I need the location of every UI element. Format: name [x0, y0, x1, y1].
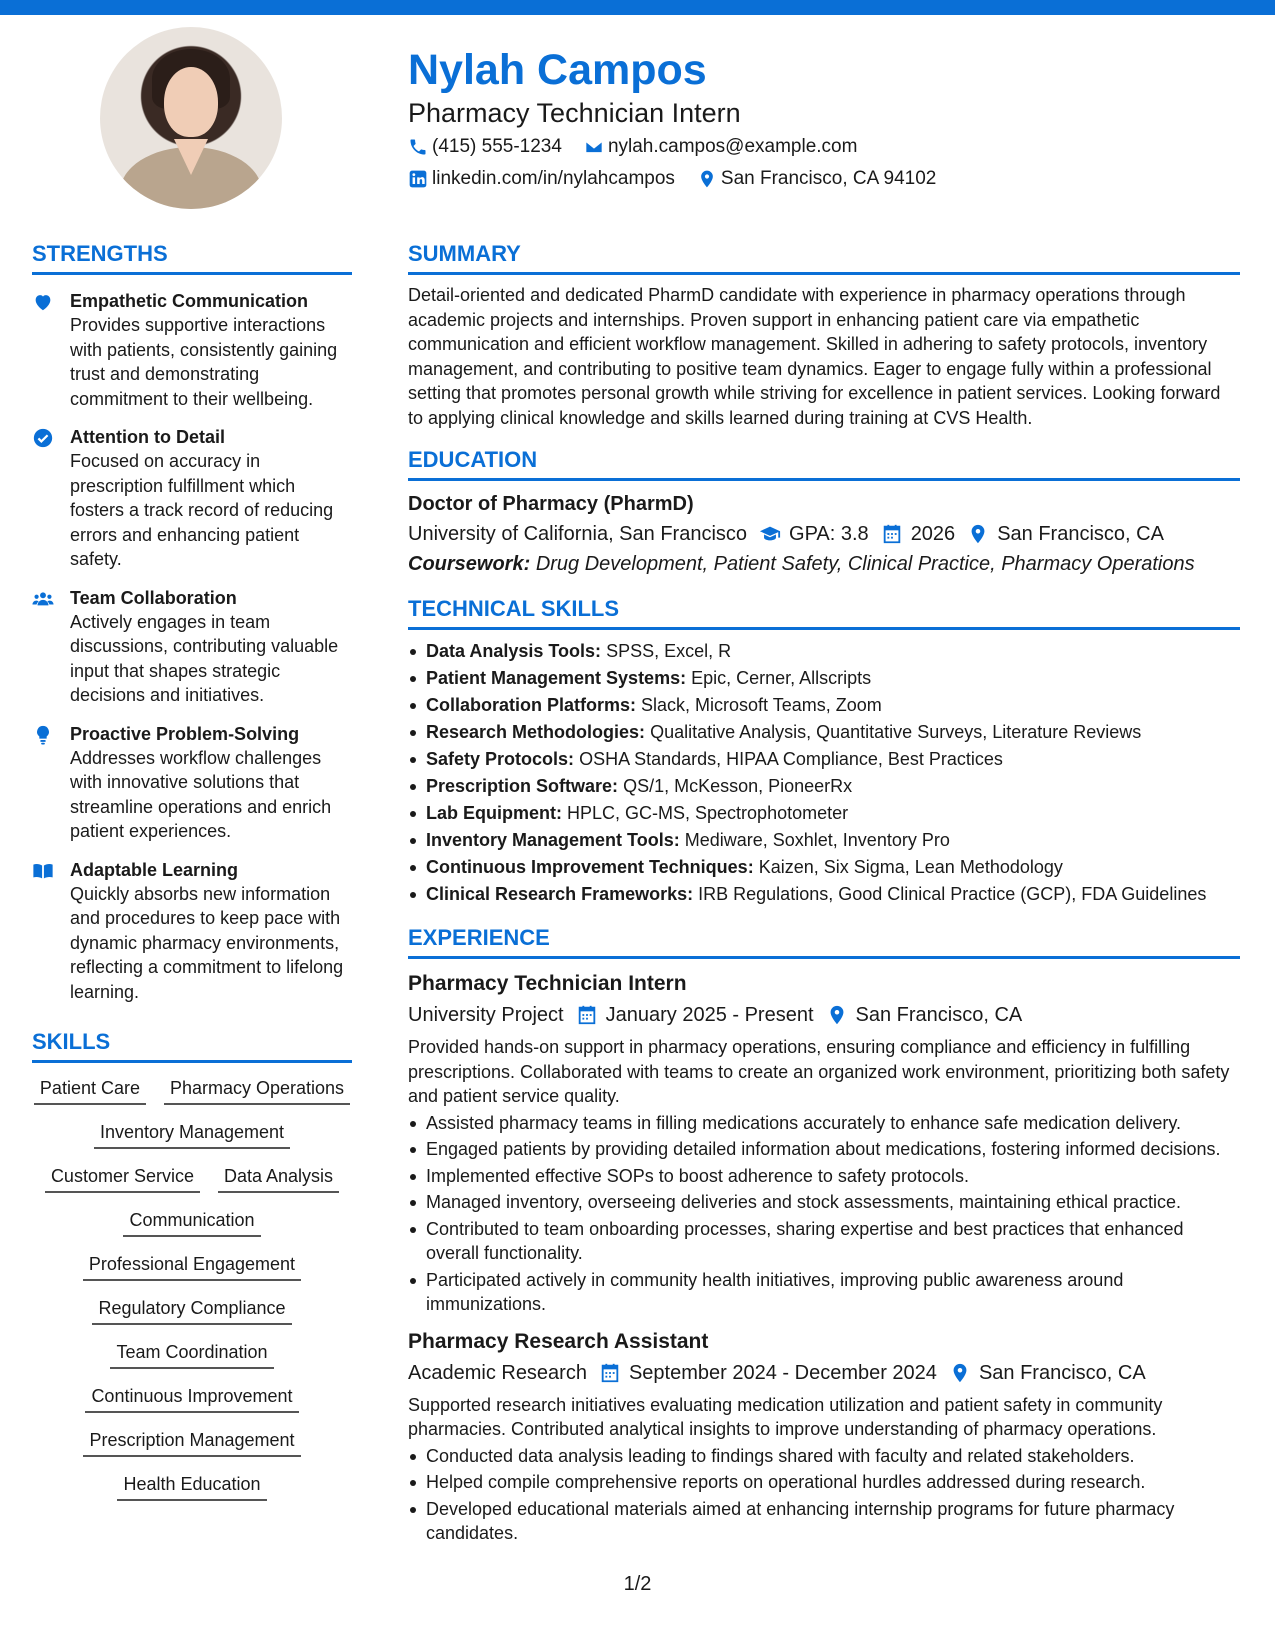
resume-header	[408, 42, 1248, 194]
gpa-text: GPA: 3.8	[789, 523, 869, 545]
check-circle-icon	[32, 427, 54, 449]
tech-label: Research Methodologies:	[426, 722, 646, 742]
skill-chip: Team Coordination	[110, 1339, 273, 1369]
heart-icon	[32, 291, 54, 313]
technical-skills-heading: TECHNICAL SKILLS	[408, 595, 1240, 630]
lightbulb-icon	[32, 724, 54, 746]
job-description: Supported research initiatives evaluating medication utilization and patient safety in community pharmacies. Contributed analytical insights to improve understanding of pharmacy operations.	[408, 1394, 1163, 1439]
calendar-icon	[576, 1004, 598, 1026]
list-item	[408, 746, 1240, 773]
job-title: Pharmacy Research Assistant	[408, 1329, 709, 1353]
skill-chip: Continuous Improvement	[85, 1383, 298, 1413]
tech-value: QS/1, McKesson, PioneerRx	[623, 776, 853, 796]
list-item: Engaged patients by providing detailed information about medications, fostering informed decisions.	[408, 1137, 1240, 1162]
location-contact	[697, 164, 936, 194]
tech-label: Clinical Research Frameworks:	[426, 884, 694, 904]
tech-value: HPLC, GC-MS, Spectrophotometer	[567, 803, 849, 823]
email-contact[interactable]	[584, 132, 858, 162]
summary-heading: SUMMARY	[408, 240, 1240, 275]
tech-label: Safety Protocols:	[426, 749, 575, 769]
list-item	[408, 881, 1240, 908]
job-org: Academic Research	[408, 1361, 587, 1384]
map-pin-icon	[826, 1004, 848, 1026]
contact-row-2	[408, 164, 1248, 194]
strength-desc: Focused on accuracy in prescription fulfillment which fosters a track record of reducing errors and enhancing patient safety.	[70, 451, 334, 569]
strength-desc: Quickly absorbs new information and procedures to keep pace with dynamic pharmacy environments, reflecting a commitment to lifelong learning.	[70, 883, 344, 1002]
tech-value: Epic, Cerner, Allscripts	[691, 668, 872, 688]
linkedin-icon	[408, 169, 428, 189]
strength-item	[32, 858, 352, 1005]
page-number: 1/2	[623, 1573, 652, 1595]
users-icon	[32, 588, 54, 610]
list-item	[408, 800, 1240, 827]
list-item	[408, 854, 1240, 881]
strength-name: Empathetic Communication	[70, 291, 309, 311]
job-title: Pharmacy Technician Intern	[408, 972, 687, 995]
phone-text: (415) 555-1234	[432, 136, 562, 157]
strength-item	[32, 722, 352, 844]
skill-chip: Communication	[123, 1207, 260, 1237]
strength-name: Adaptable Learning	[70, 859, 239, 880]
graduation-year: 2026	[910, 523, 956, 545]
tech-value: Qualitative Analysis, Quantitative Surveys, Literature Reviews	[650, 722, 1142, 742]
strengths-heading: STRENGTHS	[32, 240, 352, 275]
skill-chip: Patient Care	[34, 1075, 146, 1105]
strength-item	[32, 425, 352, 572]
education-meta	[408, 519, 1240, 549]
tech-label: Data Analysis Tools:	[426, 641, 602, 661]
tech-value: Kaizen, Six Sigma, Lean Methodology	[758, 857, 1063, 877]
skill-chip: Prescription Management	[83, 1427, 300, 1457]
linkedin-contact[interactable]	[408, 164, 675, 194]
strength-item	[32, 586, 352, 708]
skill-chip: Professional Engagement	[83, 1251, 301, 1281]
tech-label: Inventory Management Tools:	[426, 830, 680, 850]
calendar-icon	[881, 523, 903, 545]
tech-value: IRB Regulations, Good Clinical Practice (GCP), FDA Guidelines	[698, 884, 1207, 904]
list-item: Participated actively in community health initiatives, improving public awareness around immunizations.	[408, 1268, 1240, 1317]
map-pin-icon	[967, 523, 989, 545]
strength-item	[32, 289, 352, 411]
phone-icon	[408, 137, 428, 157]
email-text: nylah.campos@example.com	[607, 136, 858, 157]
skill-chip: Data Analysis	[218, 1163, 339, 1193]
graduation-cap-icon	[759, 523, 781, 545]
skill-chip: Customer Service	[45, 1163, 200, 1193]
coursework-text: Drug Development, Patient Safety, Clinical Practice, Pharmacy Operations	[535, 553, 1195, 575]
location-text: San Francisco, CA 94102	[720, 168, 937, 189]
profile-photo	[100, 27, 282, 209]
skill-chip: Regulatory Compliance	[92, 1295, 291, 1325]
school-location: San Francisco, CA	[997, 523, 1164, 545]
skills-list	[32, 1075, 352, 1501]
phone-contact[interactable]	[408, 132, 562, 162]
strength-name: Proactive Problem-Solving	[70, 723, 300, 744]
education-entry	[408, 489, 1240, 579]
strength-desc: Addresses workflow challenges with innovative solutions that streamline operations and enrich patient experiences.	[70, 747, 332, 841]
strength-name: Attention to Detail	[70, 427, 225, 447]
tech-label: Continuous Improvement Techniques:	[426, 857, 754, 877]
coursework-label: Coursework:	[408, 553, 531, 575]
strength-name: Team Collaboration	[70, 587, 237, 608]
degree-name: Doctor of Pharmacy (PharmD)	[408, 493, 694, 515]
contact-row-1	[408, 132, 1248, 162]
list-item	[408, 719, 1240, 746]
job-bullets	[408, 1111, 1240, 1317]
strength-desc: Provides supportive interactions with patients, consistently gaining trust and demonstrating commitment to their wellbeing.	[70, 315, 338, 409]
job-location: San Francisco, CA	[855, 1004, 1023, 1026]
job-org: University Project	[408, 1004, 564, 1026]
job-location: San Francisco, CA	[978, 1361, 1146, 1384]
job-entry	[408, 969, 1240, 1317]
job-dates: January 2025 - Present	[605, 1004, 814, 1026]
job-bullets	[408, 1444, 1240, 1546]
book-icon	[32, 860, 54, 882]
tech-value: Slack, Microsoft Teams, Zoom	[641, 695, 882, 715]
list-item: Helped compile comprehensive reports on operational hurdles addressed during research.	[408, 1470, 1240, 1495]
list-item: Assisted pharmacy teams in filling medications accurately to enhance safe medication delivery.	[408, 1111, 1240, 1136]
candidate-name: Nylah Campos	[408, 46, 707, 94]
skill-chip: Health Education	[117, 1471, 266, 1501]
list-item: Managed inventory, overseeing deliveries and stock assessments, maintaining ethical practice.	[408, 1190, 1240, 1215]
tech-label: Collaboration Platforms:	[426, 695, 637, 715]
list-item	[408, 638, 1240, 665]
right-column	[408, 240, 1240, 1546]
list-item	[408, 665, 1240, 692]
left-column	[32, 240, 352, 1501]
envelope-icon	[584, 137, 604, 157]
map-pin-icon	[697, 169, 717, 189]
education-heading: EDUCATION	[408, 446, 1240, 481]
tech-value: OSHA Standards, HIPAA Compliance, Best Practices	[579, 749, 1003, 769]
strength-desc: Actively engages in team discussions, contributing valuable input that shapes strategic decisions and initiatives.	[70, 611, 339, 705]
school-name: University of California, San Francisco	[408, 523, 748, 545]
candidate-title: Pharmacy Technician Intern	[408, 98, 741, 128]
summary-text: Detail-oriented and dedicated PharmD candidate with experience in pharmacy operations through academic projects and internships. Proven support in enhancing patient care via empathetic communication and efficient workflow management. Skilled in adhering to safety protocols, inventory management, and contributing to positive team dynamics. Eager to engage fully within a professional setting that promotes personal growth while striving for excellence in patient services. Looking forward to applying clinical knowledge and skills learned during training at CVS Health.	[408, 285, 1221, 428]
coursework-line	[408, 549, 1240, 579]
job-meta	[408, 1357, 1240, 1389]
linkedin-text: linkedin.com/in/nylahcampos	[432, 168, 675, 189]
experience-heading: EXPERIENCE	[408, 924, 1240, 959]
tech-value: SPSS, Excel, R	[606, 641, 732, 661]
list-item: Contributed to team onboarding processes, sharing expertise and best practices that enhanced overall functionality.	[408, 1217, 1240, 1266]
list-item: Implemented effective SOPs to boost adherence to safety protocols.	[408, 1164, 1240, 1189]
calendar-icon	[599, 1362, 621, 1384]
tech-label: Patient Management Systems:	[426, 668, 687, 688]
tech-label: Lab Equipment:	[426, 803, 562, 823]
skill-chip: Inventory Management	[94, 1119, 290, 1149]
tech-label: Prescription Software:	[426, 776, 619, 796]
list-item: Conducted data analysis leading to findings shared with faculty and related stakeholders.	[408, 1444, 1240, 1469]
top-accent-bar	[0, 0, 1275, 15]
job-dates: September 2024 - December 2024	[628, 1361, 937, 1384]
job-description: Provided hands-on support in pharmacy operations, ensuring compliance and efficiency in fulfilling prescriptions. Collaborated with teams to create an organized work environment, prioritizing both safety and patient service quality.	[408, 1037, 1230, 1106]
list-item	[408, 827, 1240, 854]
skills-heading: SKILLS	[32, 1028, 352, 1063]
map-pin-icon	[949, 1362, 971, 1384]
list-item: Developed educational materials aimed at enhancing internship programs for future pharmacy candidates.	[408, 1497, 1240, 1546]
job-entry	[408, 1327, 1240, 1546]
technical-skills-list	[408, 638, 1240, 908]
list-item	[408, 773, 1240, 800]
skill-chip: Pharmacy Operations	[164, 1075, 350, 1105]
list-item	[408, 692, 1240, 719]
tech-value: Mediware, Soxhlet, Inventory Pro	[684, 830, 950, 850]
job-meta	[408, 999, 1240, 1031]
